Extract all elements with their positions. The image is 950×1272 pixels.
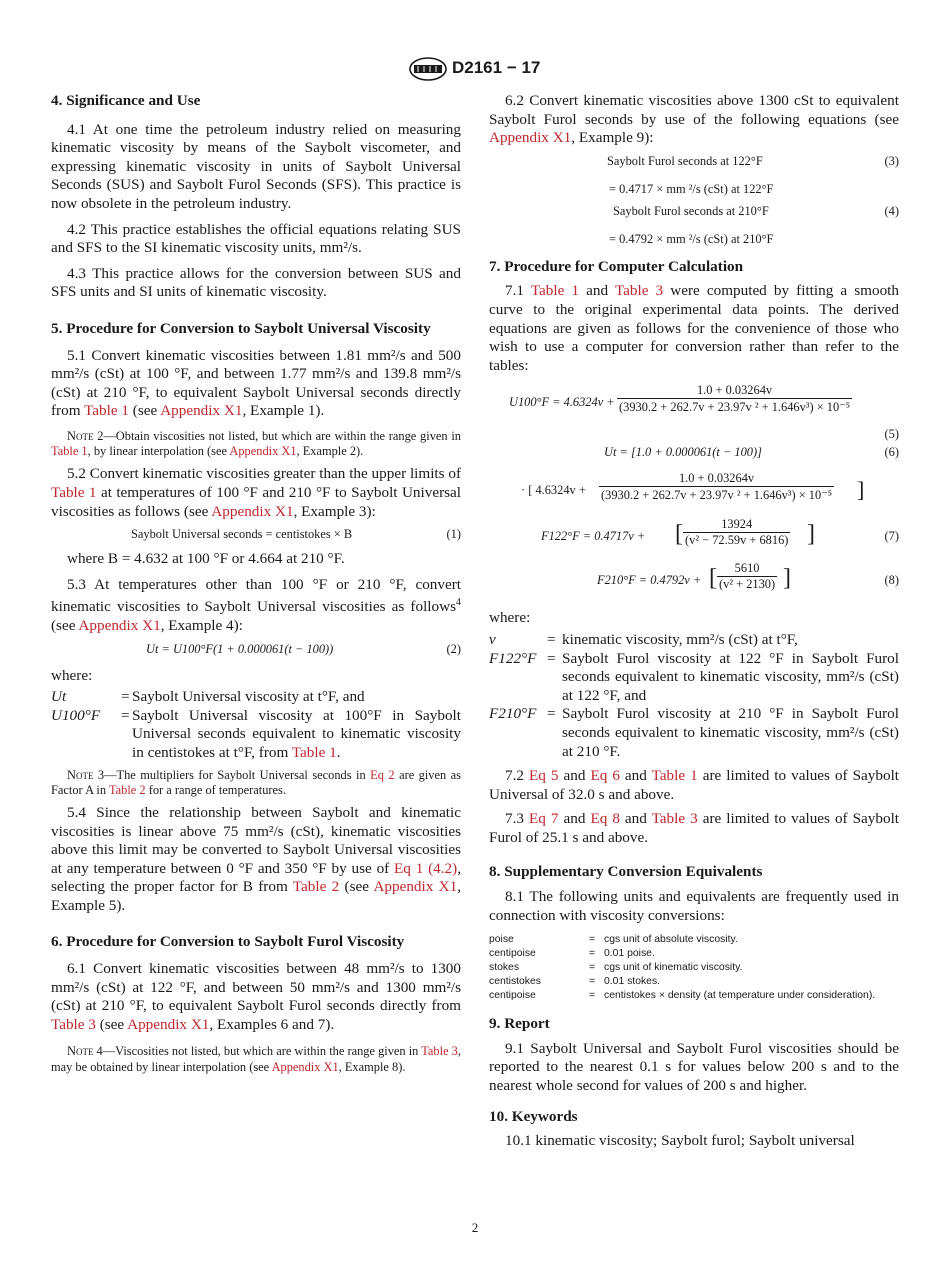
- section-6-heading: 6. Procedure for Conversion to Saybolt Furol Viscosity: [51, 933, 405, 951]
- appendix-x1-link[interactable]: Appendix X1: [78, 616, 161, 634]
- eq-2-link[interactable]: Eq 2: [370, 767, 395, 782]
- def-f210: F210°F = Saybolt Furol viscosity at 210 °F in Saybolt Furol seconds equivalent to kinematic viscosity, mm²/s (cSt) at 210 °F.: [489, 705, 899, 760]
- table-1-link[interactable]: Table 1: [651, 767, 698, 785]
- left-column: [51, 92, 461, 1075]
- para-5-3: 5.3 At temperatures other than 100 °F or 210 °F, convert kinematic viscosities to Saybolt Universal viscosities as follows$^4$ (see Appendix X1, Example 4):: [51, 575, 461, 634]
- appendix-x1-link[interactable]: Appendix X1: [160, 402, 243, 420]
- section-4-heading: 4. Significance and Use: [51, 92, 201, 109]
- table-1-link[interactable]: Table 1: [530, 282, 580, 300]
- section-5-heading: 5. Procedure for Conversion to Saybolt Universal Viscosity: [51, 319, 431, 337]
- table-3-link[interactable]: Table 3: [51, 1015, 96, 1033]
- designation: D2161 − 17: [452, 58, 541, 77]
- eq-7-link[interactable]: Eq 7: [529, 810, 559, 828]
- table-1-link[interactable]: Table 1: [51, 444, 88, 459]
- equation-1: Saybolt Universal seconds = centistokes × B (1): [131, 527, 461, 542]
- equation-4-value: = 0.4792 × mm ²/s (cSt) at 210°F: [609, 231, 774, 246]
- right-column: [489, 92, 899, 1151]
- equation-5-number: (5): [884, 427, 899, 442]
- table-1-link[interactable]: Table 1: [84, 402, 129, 420]
- section-7-heading: 7. Procedure for Computer Calculation: [489, 257, 744, 275]
- equation-3-value: = 0.4717 × mm ²/s (cSt) at 122°F: [609, 181, 774, 196]
- appendix-x1-link[interactable]: Appendix X1: [211, 502, 294, 520]
- equation-3: Saybolt Furol seconds at 122°F (3): [607, 153, 899, 168]
- section-4-2-link[interactable]: (4.2): [428, 859, 458, 877]
- appendix-x1-link[interactable]: Appendix X1: [127, 1015, 210, 1033]
- def-ut: Ut = Saybolt Universal viscosity at t°F, and: [51, 688, 365, 706]
- appendix-x1-link[interactable]: Appendix X1: [271, 1059, 339, 1074]
- where-label-2: where:: [489, 609, 531, 627]
- eq-8-link[interactable]: Eq 8: [590, 810, 620, 828]
- section-10-heading: 10. Keywords: [489, 1107, 578, 1125]
- units-row: centipoise = 0.01 poise.: [489, 948, 655, 960]
- equation-5: U100°F = 4.6324v + $\frac{1.0 + 0.03264v}{\text{(3930.2 + 262.7v + 23.97v ² + 1.646v³) × 10⁻⁵}}$: [509, 383, 851, 415]
- table-3-link[interactable]: Table 3: [421, 1044, 458, 1059]
- table-2-link[interactable]: Table 2: [292, 878, 340, 896]
- units-list: [489, 933, 899, 1003]
- eq1-where: where B = 4.632 at 100 °F or 4.664 at 210 °F.: [67, 550, 345, 568]
- section-9-heading: 9. Report: [489, 1015, 550, 1033]
- para-7-3: 7.3 Eq 7 and Eq 8 and Table 3 are limited to values of Saybolt Furol of 25.1 s and above.: [489, 810, 900, 846]
- para-9-1: 9.1 Saybolt Universal and Saybolt Furol viscosities should be reported to the nearest 0.1 s for values below 200 s and to the nearest whole second for values of 200 s and higher.: [489, 1039, 899, 1095]
- astm-logo-icon: [408, 56, 448, 82]
- equation-2: Ut = U100°F(1 + 0.000061(t − 100)) (2): [146, 641, 461, 656]
- table-1-link[interactable]: Table 1: [291, 743, 337, 761]
- note-2: Note 2—Obtain viscosities not listed, but which are within the range given in Table 1, by linear interpolation (see Appendix X1, Example 2).: [51, 428, 461, 459]
- table-3-link[interactable]: Table 3: [614, 282, 664, 300]
- para-5-4: 5.4 Since the relationship between Saybolt and kinematic viscosities is linear above 75 mm²/s (cSt), kinematic viscosities above this limit may be converted to Saybolt Universal viscosities at any temperature between 0 °F and 350 °F by use of Eq 1 (4.2), selecting the proper factor for B from Table 2 (see Appendix X1, Example 5).: [51, 803, 462, 914]
- units-row: stokes = cgs unit of kinematic viscosity.: [489, 962, 743, 974]
- para-5-2: 5.2 Convert kinematic viscosities greater than the upper limits of Table 1 at temperatures of 100 °F and 210 °F to Saybolt Universal viscosities as follows (see Appendix X1, Example 3):: [51, 465, 461, 520]
- para-7-1: 7.1 Table 1 and Table 3 were computed by fitting a smooth curve to the original experimental data points. The derived equations are given as follows for the convenience of those who wish to use a computer for conversion rather than refer to the tables:: [489, 282, 899, 374]
- page-number: 2: [471, 1220, 479, 1235]
- units-row: centistokes = 0.01 stokes.: [489, 976, 661, 988]
- units-row: centipoise = centistokes × density (at temperature under consideration).: [489, 990, 876, 1002]
- note-3: Note 3—The multipliers for Saybolt Universal seconds in Eq 2 are given as Factor A in Table 2 for a range of temperatures.: [51, 767, 461, 797]
- para-4-3: 4.3 This practice allows for the conversion between SUS and SFS units and SI units of kinematic viscosity.: [51, 264, 461, 301]
- def-u100: U100°F = Saybolt Universal viscosity at 100°F in Saybolt Universal seconds equivalent to kinematic viscosity in centistokes at t°F, from Table 1.: [51, 706, 461, 761]
- para-10-1: 10.1 kinematic viscosity; Saybolt furol; Saybolt universal: [505, 1132, 855, 1150]
- where-label: where:: [51, 666, 93, 684]
- equation-8: F210°F = 0.4792v + [ $\frac{5610}{\text{(v² + 2130)}}$ ] (8): [597, 561, 899, 592]
- para-4-2: 4.2 This practice establishes the official equations relating SUS and SFS to the SI kinematic viscosity units, mm²/s.: [51, 220, 461, 257]
- appendix-x1-link[interactable]: Appendix X1: [229, 444, 297, 459]
- def-v: v = kinematic viscosity, mm²/s (cSt) at t°F,: [489, 630, 798, 648]
- para-6-2: 6.2 Convert kinematic viscosities above 1300 cSt to equivalent Saybolt Furol seconds by use of the following equations (see Appendix X1, Example 9):: [489, 92, 899, 147]
- table-3-link[interactable]: Table 3: [651, 810, 698, 828]
- para-5-1: 5.1 Convert kinematic viscosities between 1.81 mm²/s and 500 mm²/s (cSt) at 100 °F, and between 1.77 mm²/s and 139.8 mm²/s (cSt) at 210 °F, to equivalent Saybolt Universal seconds directly from Table 1 (see Appendix X1, Example 1).: [51, 346, 461, 420]
- table-1-link[interactable]: Table 1: [51, 483, 97, 501]
- note-4: Note 4—Viscosities not listed, but which are within the range given in Table 3, may be obtained by linear interpolation (see Appendix X1, Example 8).: [51, 1044, 461, 1074]
- equation-6-continued: · [ 4.6324v + $\frac{1.0 + 0.03264v}{\text{(3930.2 + 262.7v + 23.97v ² + 1.646v³) × 10⁻⁵}}$ ]: [521, 471, 865, 503]
- para-7-2: 7.2 Eq 5 and Eq 6 and Table 1 are limited to values of Saybolt Universal of 32.0 s and above.: [489, 767, 900, 803]
- para-8-1: 8.1 The following units and equivalents are frequently used in connection with viscosity conversions:: [489, 888, 899, 924]
- page-header: [408, 56, 568, 82]
- para-6-1: 6.1 Convert kinematic viscosities between 48 mm²/s to 1300 mm²/s (cSt) at 122 °F, and between 50 mm²/s and 1300 mm²/s (cSt) at 210 °F, to equivalent Saybolt Furol seconds directly from Table 3 (see Appendix X1, Examples 6 and 7).: [51, 960, 461, 1033]
- def-f122: F122°F = Saybolt Furol viscosity at 122 °F in Saybolt Furol seconds equivalent to kinematic viscosity, mm²/s (cSt) at 122 °F, and: [489, 649, 899, 704]
- table-2-link[interactable]: Table 2: [108, 782, 146, 797]
- equation-7: F122°F = 0.4717v + [ $\frac{13924}{\text{(v² − 72.59v + 6816)}}$ ] (7): [541, 517, 899, 548]
- equation-6: Ut = [1.0 + 0.000061(t − 100)] (6): [604, 445, 899, 460]
- eq-5-link[interactable]: Eq 5: [529, 767, 559, 785]
- equation-4: Saybolt Furol seconds at 210°F (4): [613, 203, 899, 218]
- section-8-heading: 8. Supplementary Conversion Equivalents: [489, 863, 763, 881]
- appendix-x1-link[interactable]: Appendix X1: [373, 878, 458, 896]
- units-row: poise = cgs unit of absolute viscosity.: [489, 934, 738, 946]
- eq-1-link[interactable]: Eq 1: [394, 859, 424, 877]
- eq-6-link[interactable]: Eq 6: [590, 767, 620, 785]
- appendix-x1-link[interactable]: Appendix X1: [489, 129, 572, 147]
- para-4-1: 4.1 At one time the petroleum industry relied on measuring kinematic viscosity by means of the Saybolt viscometer, and expressing kinematic viscosity in units of Saybolt Universal Seconds (SUS) and Saybolt Furol Seconds (SFS). This practice is now obsolete in the petroleum industry.: [51, 120, 461, 212]
